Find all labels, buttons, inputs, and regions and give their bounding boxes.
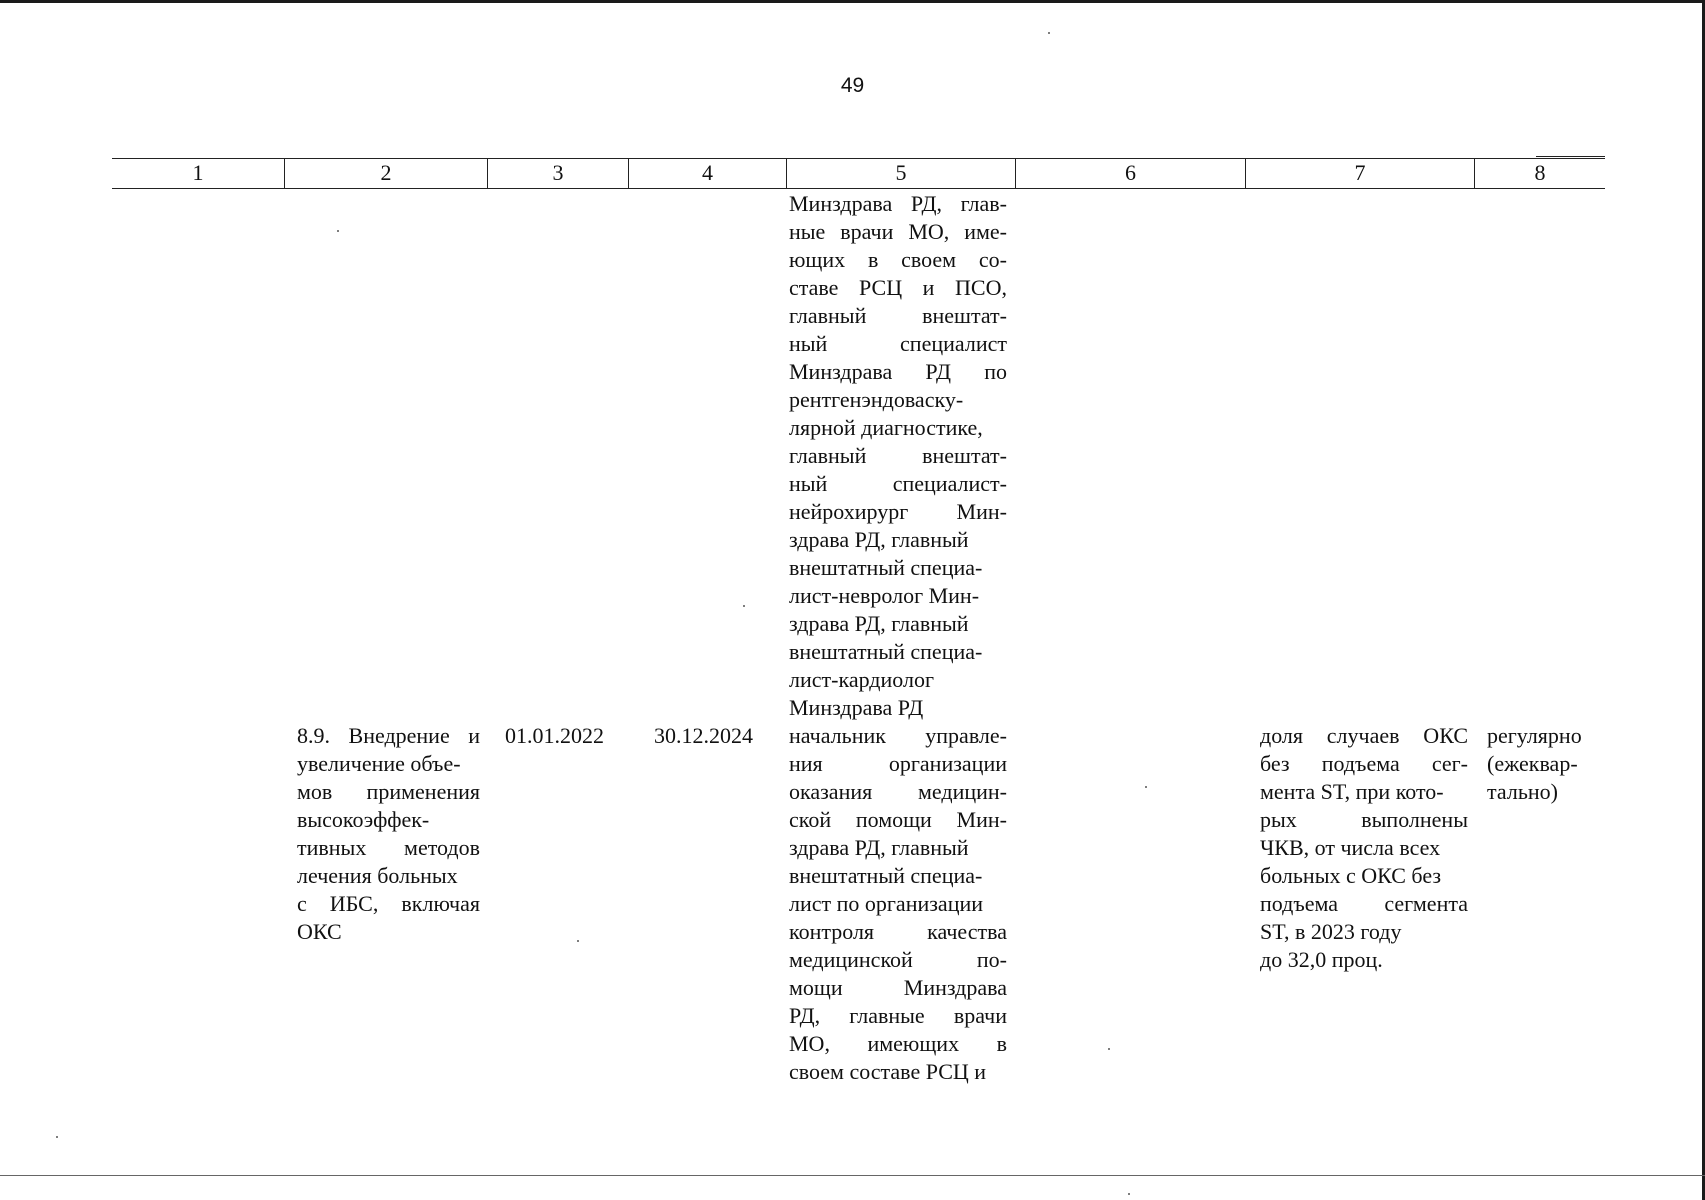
text-line: внештатный специа- <box>789 863 983 888</box>
text-line: ные врачи МО, име- <box>789 219 1007 244</box>
text-line: рых выполнены <box>1260 807 1468 832</box>
text-line: мов применения <box>297 779 480 804</box>
text-line: контроля качества <box>789 919 1007 944</box>
text-line: лечения больных <box>297 863 458 888</box>
header-col-1: 1 <box>192 160 204 185</box>
text-line: лист по организации <box>789 891 984 916</box>
text-line: здрава РД, главный <box>789 835 969 860</box>
header-top-rule-extension <box>1536 156 1605 157</box>
scan-speck <box>743 605 745 607</box>
header-col-4: 4 <box>702 160 713 185</box>
text-line: ющих в своем со- <box>789 247 1007 272</box>
text-line: Минздрава РД <box>789 695 924 720</box>
text-line: рентгенэндоваску- <box>789 387 964 412</box>
text-line: лист-кардиолог <box>789 667 934 692</box>
text-line: РД, главные врачи <box>789 1003 1007 1028</box>
text-line: (ежеквар- <box>1487 751 1578 776</box>
text-line: МО, имеющих в <box>789 1031 1007 1056</box>
text-line: доля случаев ОКС <box>1260 723 1468 748</box>
text-line: до 32,0 проц. <box>1260 947 1383 972</box>
page-number: 49 <box>840 74 865 97</box>
text-line: ОКС <box>297 919 342 944</box>
scan-speck <box>1108 1048 1110 1050</box>
text-line: ный специалист <box>789 331 1007 356</box>
text-line: 8.9. Внедрение и <box>297 723 480 748</box>
header-col-2: 2 <box>380 160 392 185</box>
text-line: без подъема сег- <box>1260 751 1468 776</box>
text-line: ный специалист- <box>789 471 1007 496</box>
row-indicator-cell <box>1260 722 1468 974</box>
header-col-7: 7 <box>1354 160 1366 185</box>
text-line: лист-невролог Мин- <box>789 583 980 608</box>
end-date: 30.12.2024 <box>654 723 753 748</box>
text-line: высокоэффек- <box>297 807 430 832</box>
text-line: ской помощи Мин- <box>789 807 1007 832</box>
text-line: тально) <box>1487 779 1558 804</box>
header-col-5: 5 <box>895 160 907 185</box>
scan-speck <box>56 1136 58 1138</box>
text-line: тивных методов <box>297 835 480 860</box>
text-line: оказания медицин- <box>789 779 1007 804</box>
text-line: больных с ОКС без <box>1260 863 1442 888</box>
header-bottom-rule <box>112 188 1605 189</box>
scan-speck <box>577 940 579 942</box>
text-line: здрава РД, главный <box>789 527 969 552</box>
text-line: мощи Минздрава <box>789 975 1007 1000</box>
text-line: подъема сегмента <box>1260 891 1468 916</box>
scan-speck <box>1128 1193 1130 1195</box>
text-line: лярной диагностике, <box>789 415 983 440</box>
scan-speck <box>337 230 339 232</box>
text-line: главный внештат- <box>789 443 1007 468</box>
header-col-3: 3 <box>552 160 564 185</box>
scan-speck <box>1145 786 1147 788</box>
text-line: главный внештат- <box>789 303 1007 328</box>
text-line: ST, в 2023 году <box>1260 919 1402 944</box>
text-line: внештатный специа- <box>789 555 983 580</box>
text-line: медицинской по- <box>789 947 1007 972</box>
header-col-8: 8 <box>1534 160 1546 185</box>
text-line: с ИБС, включая <box>297 891 480 916</box>
text-line: начальник управле- <box>789 723 1007 748</box>
text-line: регулярно <box>1487 723 1582 748</box>
text-line: Минздрава РД по <box>789 359 1007 384</box>
row-task-cell <box>297 722 480 946</box>
text-line: здрава РД, главный <box>789 611 969 636</box>
row-responsible-cell <box>789 722 1007 1086</box>
col5-continued-text <box>789 190 1007 722</box>
start-date: 01.01.2022 <box>505 723 604 748</box>
text-line: нейрохирург Мин- <box>789 499 1007 524</box>
scan-border-bottom <box>0 1175 1705 1176</box>
text-line: ния организации <box>789 751 1007 776</box>
scan-speck <box>1048 32 1050 34</box>
scan-border-top <box>0 0 1705 3</box>
text-line: внештатный специа- <box>789 639 983 664</box>
row-end-date-cell <box>654 722 779 750</box>
text-line: мента ST, при кото- <box>1260 779 1444 804</box>
text-line: своем составе РСЦ и <box>789 1059 987 1084</box>
header-col-6: 6 <box>1125 160 1136 185</box>
row-start-date-cell <box>505 722 625 750</box>
text-line: увеличение объе- <box>297 751 461 776</box>
text-line: ставе РСЦ и ПСО, <box>789 275 1007 300</box>
text-line: Минздрава РД, глав- <box>789 191 1007 216</box>
header-top-rule <box>112 158 1605 159</box>
row-periodicity-cell <box>1487 722 1602 806</box>
text-line: ЧКВ, от числа всех <box>1260 835 1441 860</box>
